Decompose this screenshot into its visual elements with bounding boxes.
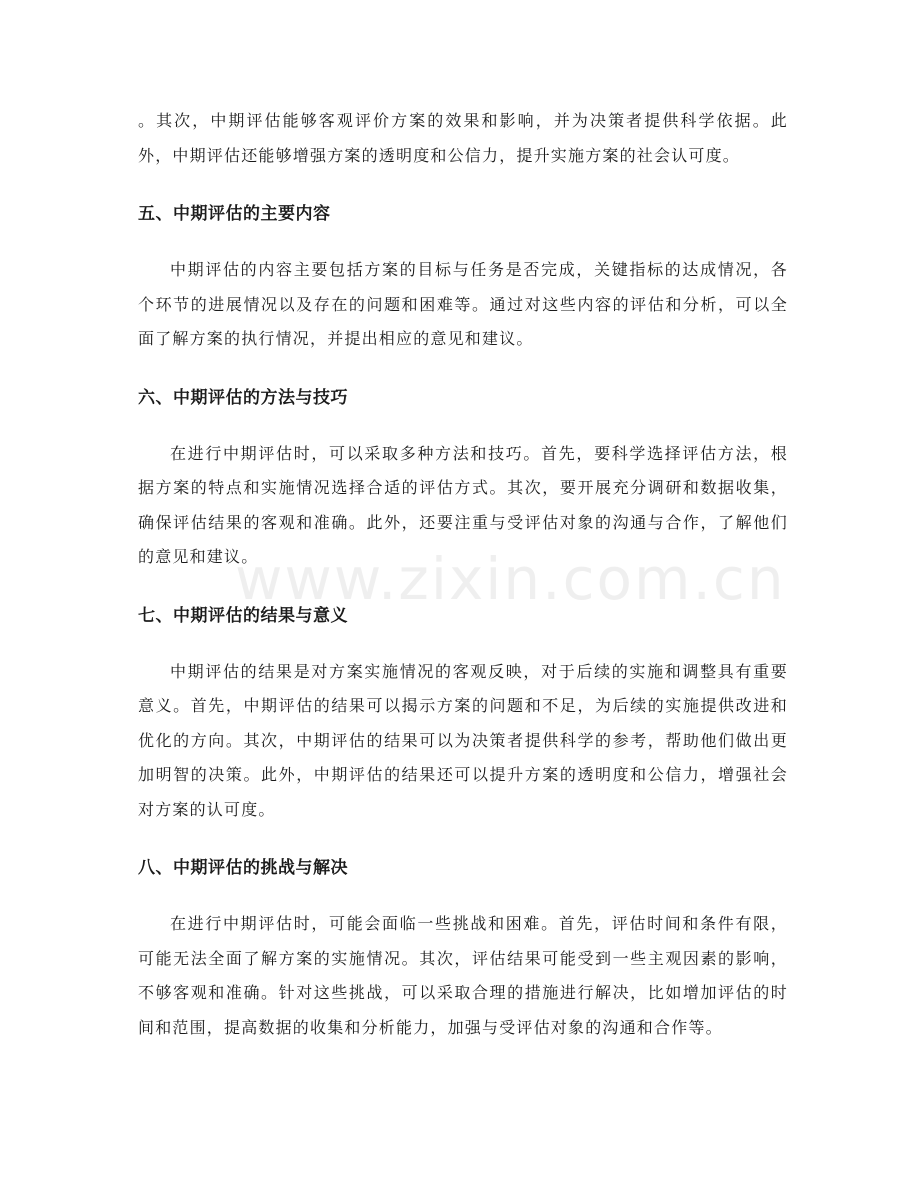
section-6-paragraph: 在进行中期评估时，可以采取多种方法和技巧。首先，要科学选择评估方法，根据方案的特点和实施情况选择合适的评估方式。其次，要开展充分调研和数据收集，确保评估结果的客观和准确。此外，还要注重与受评估对象的沟通与合作，了解他们的意见和建议。 <box>138 443 788 566</box>
section-7-heading: 七、中期评估的结果与意义 <box>138 605 348 626</box>
section-6-heading: 六、中期评估的方法与技巧 <box>138 387 348 408</box>
document-body <box>138 104 788 1045</box>
intro-paragraph: 。其次，中期评估能够客观评价方案的效果和影响，并为决策者提供科学依据。此外，中期评估还能够增强方案的透明度和公信力，提升实施方案的社会认可度。 <box>138 111 788 165</box>
section-5-heading: 五、中期评估的主要内容 <box>138 204 331 224</box>
section-7-paragraph: 中期评估的结果是对方案实施情况的客观反映，对于后续的实施和调整具有重要意义。首先，中期评估的结果可以揭示方案的问题和不足，为后续的实施提供改进和优化的方向。其次，中期评估的结果可以为决策者提供科学的参考，帮助他们做出更加明智的决策。此外，中期评估的结果还可以提升方案的透明度和公信力，增强社会对方案的认可度。 <box>138 661 788 819</box>
section-8-paragraph: 在进行中期评估时，可能会面临一些挑战和困难。首先，评估时间和条件有限，可能无法全面了解方案的实施情况。其次，评估结果可能受到一些主观因素的影响，不够客观和准确。针对这些挑战，可以采取合理的措施进行解决，比如增加评估的时间和范围，提高数据的收集和分析能力，加强与受评估对象的沟通和合作等。 <box>138 914 788 1037</box>
section-8-heading: 八、中期评估的挑战与解决 <box>138 858 348 878</box>
watermark-text: www.zixin.com.cn <box>235 545 786 613</box>
section-5-paragraph: 中期评估的内容主要包括方案的目标与任务是否完成，关键指标的达成情况，各个环节的进展情况以及存在的问题和困难等。通过对这些内容的评估和分析，可以全面了解方案的执行情况，并提出相应的意见和建议。 <box>138 260 788 348</box>
